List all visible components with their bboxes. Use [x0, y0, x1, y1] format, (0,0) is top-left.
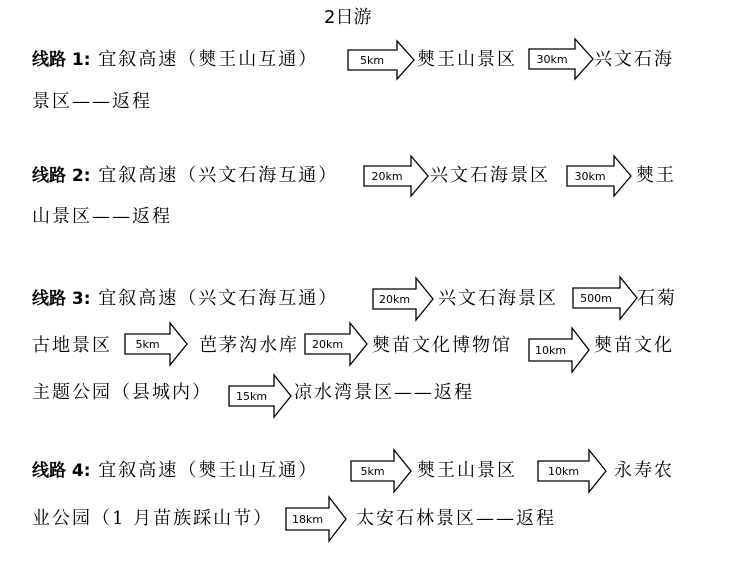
- route-stop: 凉水湾景区——返程: [294, 382, 474, 403]
- route-stop: 僰王山景区: [417, 49, 517, 70]
- page-title: 2日游: [324, 7, 372, 28]
- route-stop: 宜叙高速（兴文石海互通）: [98, 165, 339, 186]
- distance-arrow: [350, 449, 412, 493]
- distance-arrow: [528, 327, 590, 373]
- route-stop: 僰王山景区: [417, 460, 517, 481]
- distance-label: 5km: [359, 54, 385, 67]
- route-label: 线路 4:: [32, 461, 91, 481]
- route-stop: 景区——返程: [32, 91, 152, 112]
- route-stop: 僰王: [636, 165, 676, 186]
- distance-label: 15km: [235, 390, 268, 403]
- route-stop: 兴文石海: [594, 49, 674, 70]
- distance-arrow: [363, 155, 429, 197]
- route-stop: 古地景区: [32, 335, 112, 356]
- route-stop: 石菊: [637, 288, 677, 309]
- route-stop: 永寿农: [614, 460, 674, 481]
- distance-arrow: [528, 38, 594, 80]
- distance-arrow: [372, 277, 434, 321]
- route-stop: 宜叙高速（兴文石海互通）: [98, 288, 339, 309]
- distance-arrow: [304, 322, 368, 366]
- route-stop: 宜叙高速（僰王山互通）: [98, 460, 319, 481]
- route-stop: 太安石林景区——返程: [356, 508, 556, 529]
- route-stop: 芭茅沟水库: [199, 335, 299, 356]
- route-stop: 兴文石海景区: [430, 165, 550, 186]
- distance-arrow: [566, 155, 632, 197]
- route-stop: 宜叙高速（僰王山互通）: [98, 49, 319, 70]
- distance-label: 5km: [360, 465, 385, 478]
- route-stop: 山景区——返程: [32, 206, 172, 227]
- route-stop: 业公园（1 月苗族踩山节）: [32, 508, 274, 529]
- route-stop: 主题公园（县城内）: [32, 382, 212, 403]
- distance-label: 10km: [547, 465, 580, 478]
- distance-label: 30km: [536, 53, 568, 66]
- route-label: 线路 2:: [32, 166, 91, 186]
- distance-label: 5km: [135, 338, 160, 351]
- distance-arrow: [537, 449, 607, 493]
- distance-label: 500m: [580, 292, 612, 305]
- route-stop: 兴文石海景区: [438, 288, 558, 309]
- distance-label: 10km: [534, 344, 567, 357]
- distance-arrow: [124, 322, 188, 366]
- route-stop: 僰苗文化: [594, 335, 674, 356]
- route-stop: 僰苗文化博物馆: [372, 335, 512, 356]
- route-label: 线路 3:: [32, 289, 91, 309]
- distance-label: 20km: [378, 293, 411, 306]
- distance-arrow: [228, 374, 292, 418]
- distance-arrow: [285, 496, 347, 542]
- distance-label: 20km: [311, 338, 344, 351]
- distance-label: 30km: [574, 170, 606, 183]
- distance-arrow: [572, 276, 638, 320]
- distance-label: 18km: [291, 513, 324, 526]
- distance-label: 20km: [371, 170, 403, 183]
- route-label: 线路 1:: [32, 50, 91, 70]
- distance-arrow: [347, 40, 415, 80]
